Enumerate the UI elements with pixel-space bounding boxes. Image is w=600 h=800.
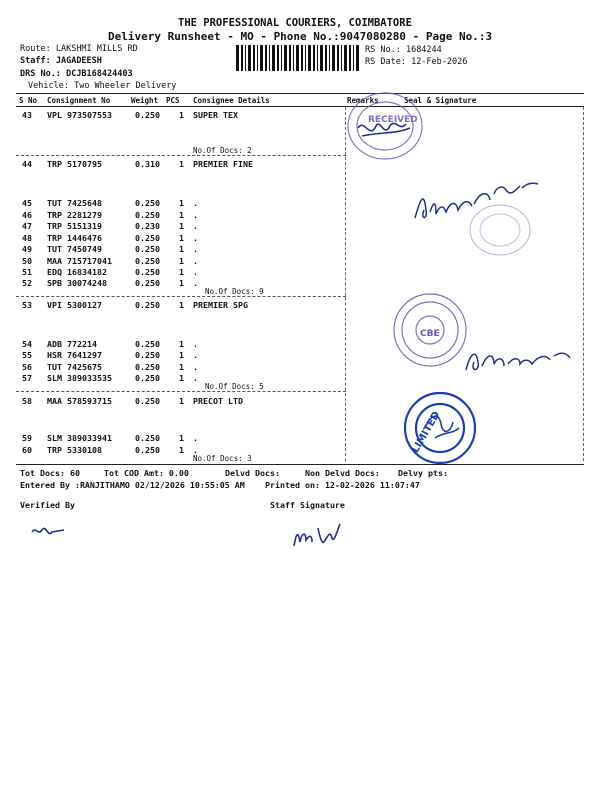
vehicle-value: Two Wheeler Delivery — [74, 81, 177, 91]
consignment-number: TRP 5330108 — [47, 445, 102, 455]
pcs-value: 1 — [179, 433, 184, 443]
vehicle-label: Vehicle: — [28, 81, 69, 91]
staff-line — [20, 56, 102, 66]
group-doc-count: No.Of Docs: 9 — [205, 287, 264, 296]
serial-number: 48 — [22, 233, 32, 243]
consignment-number: VPI 5300127 — [47, 300, 102, 310]
weight-value: 0.250 — [135, 300, 160, 310]
consignee-name: . — [193, 210, 198, 220]
consignee-name: . — [193, 198, 198, 208]
consignee-name: . — [193, 350, 198, 360]
serial-number: 51 — [22, 267, 32, 277]
serial-number: 46 — [22, 210, 32, 220]
company-title: THE PROFESSIONAL COURIERS, COIMBATORE — [178, 17, 412, 29]
group-divider — [16, 296, 346, 297]
weight-value: 0.230 — [135, 221, 160, 231]
consignment-number: TRP 5170795 — [47, 159, 102, 169]
consignee-name: . — [193, 445, 198, 455]
rs-date-label: RS Date: — [365, 57, 406, 67]
vehicle-line — [28, 81, 176, 91]
weight-value: 0.250 — [135, 433, 160, 443]
header-rule-bottom — [16, 106, 584, 107]
consignment-number: TUT 7425648 — [47, 198, 102, 208]
staff-signature — [290, 522, 360, 552]
weight-value: 0.250 — [135, 373, 160, 383]
pcs-value: 1 — [179, 233, 184, 243]
consignment-number: HSR 7641297 — [47, 350, 102, 360]
rs-date-value: 12-Feb-2026 — [411, 57, 468, 67]
consignment-number: SLM 389033535 — [47, 373, 112, 383]
barcode-image — [236, 45, 360, 71]
consignment-number: TRP 1446476 — [47, 233, 102, 243]
pcs-value: 1 — [179, 256, 184, 266]
received-stamp — [340, 88, 430, 168]
consignment-number: ADB 772214 — [47, 339, 97, 349]
svg-text:RECEIVED: RECEIVED — [368, 115, 418, 125]
staff-signature-label: Staff Signature — [270, 500, 345, 510]
col-pcs: PCS — [166, 96, 180, 105]
serial-number: 45 — [22, 198, 32, 208]
consignee-name: . — [193, 278, 198, 288]
consignment-number: SLM 389033941 — [47, 433, 112, 443]
consignee-name: . — [193, 256, 198, 266]
table-bottom-rule — [16, 464, 584, 465]
serial-number: 57 — [22, 373, 32, 383]
consignment-number: TUT 7425675 — [47, 362, 102, 372]
right-divider — [583, 107, 584, 461]
weight-value: 0.250 — [135, 362, 160, 372]
consignee-name: . — [193, 221, 198, 231]
pcs-value: 1 — [179, 244, 184, 254]
consignee-name: PREMIER SPG — [193, 300, 248, 310]
col-consignment: Consignment No — [47, 96, 111, 105]
pcs-value: 1 — [179, 210, 184, 220]
route-value: LAKSHMI MILLS RD — [55, 44, 138, 54]
consignment-number: VPL 973507553 — [47, 110, 112, 120]
pcs-value: 1 — [179, 350, 184, 360]
header-rule-top — [16, 93, 584, 94]
consignee-name: . — [193, 433, 198, 443]
cbe-stamp — [390, 290, 470, 370]
col-remarks: Remarks — [347, 96, 379, 105]
serial-number: 43 — [22, 110, 32, 120]
serial-number: 58 — [22, 396, 32, 406]
weight-value: 0.250 — [135, 233, 160, 243]
staff-value: JAGADEESH — [55, 56, 102, 66]
consignee-name: . — [193, 267, 198, 277]
pcs-value: 1 — [179, 373, 184, 383]
col-weight: Weight — [131, 96, 159, 105]
delivery-points: Delvy pts: — [398, 468, 448, 478]
pcs-value: 1 — [179, 221, 184, 231]
staff-label: Staff: — [20, 56, 51, 66]
col-sno: S No — [19, 96, 38, 105]
non-delivered-docs: Non Delvd Docs: — [305, 468, 380, 478]
rs-no-value: 1684244 — [405, 45, 442, 55]
serial-number: 53 — [22, 300, 32, 310]
verified-signature — [30, 520, 70, 542]
consignee-name: SUPER TEX — [193, 110, 238, 120]
consignment-number: MAA 715717041 — [47, 256, 112, 266]
serial-number: 54 — [22, 339, 32, 349]
weight-value: 0.250 — [135, 278, 160, 288]
consignment-number: TRP 5151319 — [47, 221, 102, 231]
consignment-number: SPB 30074248 — [47, 278, 107, 288]
pcs-value: 1 — [179, 339, 184, 349]
weight-value: 0.250 — [135, 244, 160, 254]
group-doc-count: No.Of Docs: 3 — [193, 454, 252, 463]
pcs-value: 1 — [179, 445, 184, 455]
consignment-number: EDQ 16834182 — [47, 267, 107, 277]
drs-label: DRS No.: — [20, 69, 61, 79]
limited-stamp — [395, 388, 485, 468]
consignee-name: . — [193, 244, 198, 254]
weight-value: 0.250 — [135, 350, 160, 360]
consignee-name: . — [193, 373, 198, 383]
handwritten-signature-2 — [460, 340, 590, 380]
weight-value: 0.250 — [135, 396, 160, 406]
total-docs: Tot Docs: 60 — [20, 468, 80, 478]
weight-value: 0.250 — [135, 267, 160, 277]
pcs-value: 1 — [179, 300, 184, 310]
route-line — [20, 44, 138, 54]
consignee-name: . — [193, 339, 198, 349]
pcs-value: 1 — [179, 198, 184, 208]
weight-value: 0.310 — [135, 159, 160, 169]
pcs-value: 1 — [179, 267, 184, 277]
group-doc-count: No.Of Docs: 2 — [193, 146, 252, 155]
serial-number: 55 — [22, 350, 32, 360]
group-doc-count: No.Of Docs: 5 — [205, 382, 264, 391]
svg-text:CBE: CBE — [420, 329, 440, 339]
col-seal: Seal & Signature — [404, 96, 477, 105]
pcs-value: 1 — [179, 362, 184, 372]
total-cod: Tot COD Amt: 0.00 — [104, 468, 189, 478]
pcs-value: 1 — [179, 396, 184, 406]
consignee-name: PRECOT LTD — [193, 396, 243, 406]
serial-number: 47 — [22, 221, 32, 231]
pcs-value: 1 — [179, 110, 184, 120]
serial-number: 49 — [22, 244, 32, 254]
rs-no-label: RS No.: — [365, 45, 401, 55]
serial-number: 56 — [22, 362, 32, 372]
weight-value: 0.250 — [135, 445, 160, 455]
weight-value: 0.250 — [135, 256, 160, 266]
consignee-name: PREMIER FINE — [193, 159, 253, 169]
group-divider — [16, 391, 346, 392]
serial-number: 60 — [22, 445, 32, 455]
svg-text:LIMITED: LIMITED — [410, 409, 443, 455]
entered-by: Entered By :RANJITHAMO 02/12/2026 10:55:05 AM — [20, 480, 245, 490]
serial-number: 44 — [22, 159, 32, 169]
route-label: Route: — [20, 44, 51, 54]
consignment-number: TUT 7450749 — [47, 244, 102, 254]
group-divider — [16, 155, 346, 156]
weight-value: 0.250 — [135, 210, 160, 220]
printed-on: Printed on: 12-02-2026 11:07:47 — [265, 480, 420, 490]
serial-number: 52 — [22, 278, 32, 288]
delivered-docs: Delvd Docs: — [225, 468, 280, 478]
rs-no-line — [365, 45, 442, 55]
consignee-name: . — [193, 362, 198, 372]
consignment-number: MAA 578593715 — [47, 396, 112, 406]
consignee-name: . — [193, 233, 198, 243]
pcs-value: 1 — [179, 278, 184, 288]
serial-number: 50 — [22, 256, 32, 266]
weight-value: 0.250 — [135, 339, 160, 349]
verified-by-label: Verified By — [20, 500, 75, 510]
pcs-value: 1 — [179, 159, 184, 169]
serial-number: 59 — [22, 433, 32, 443]
drs-line — [20, 69, 133, 79]
weight-value: 0.250 — [135, 110, 160, 120]
runsheet-title: Delivery Runsheet - MO - Phone No.:9047080280 - Page No.:3 — [108, 30, 493, 43]
consignment-number: TRP 2281279 — [47, 210, 102, 220]
drs-value: DCJB168424403 — [66, 69, 133, 79]
weight-value: 0.250 — [135, 198, 160, 208]
rs-date-line — [365, 57, 467, 67]
faded-stamp — [465, 200, 535, 260]
col-consignee: Consignee Details — [193, 96, 270, 105]
